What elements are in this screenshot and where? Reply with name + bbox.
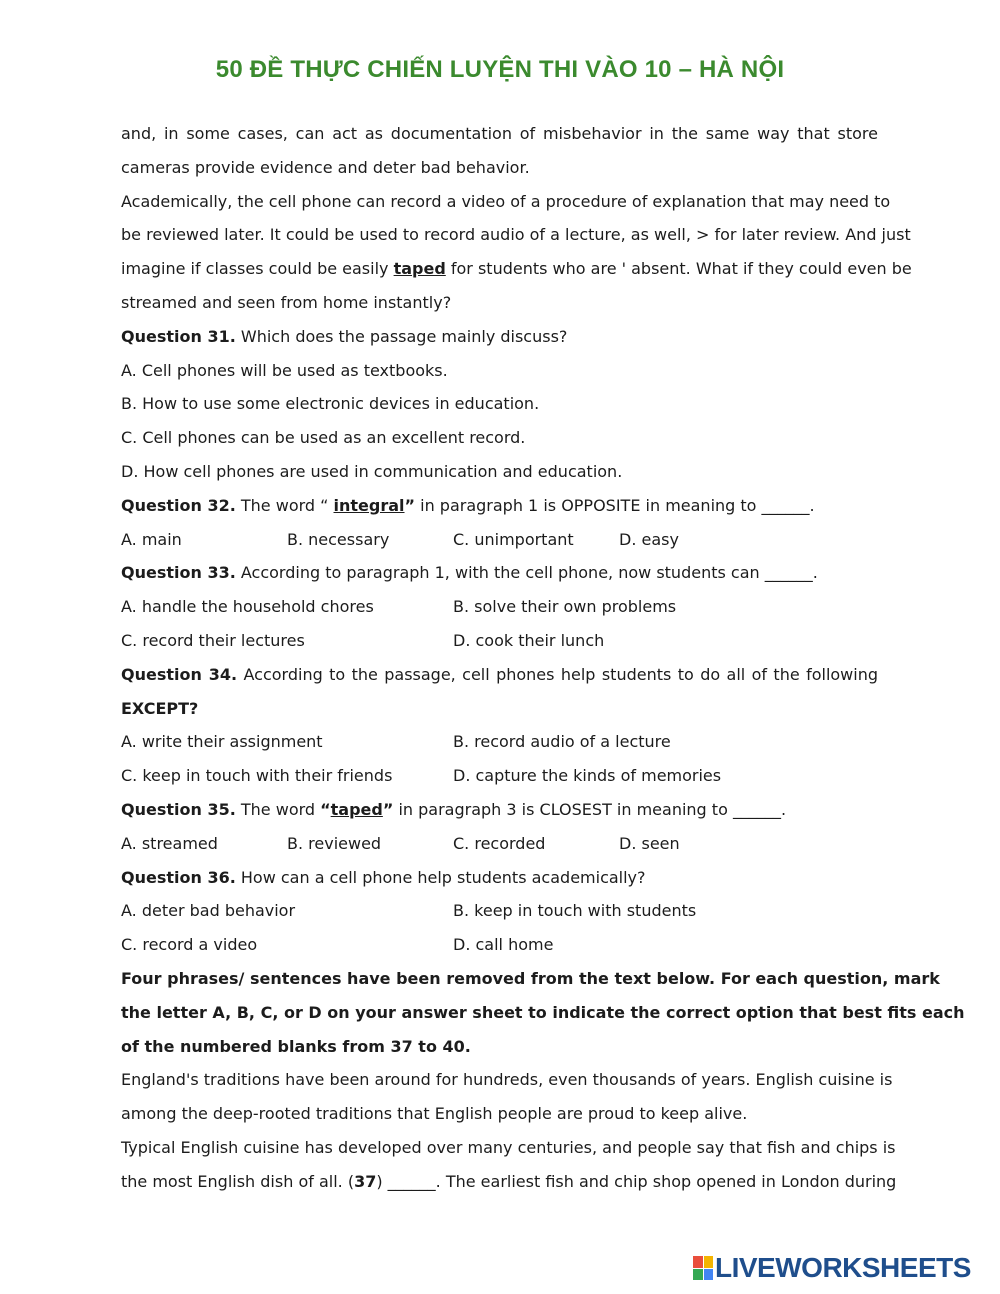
question-34 <box>121 658 878 692</box>
question-label: Question 31. <box>121 326 236 346</box>
q34-option-c[interactable]: C. keep in touch with their friends <box>121 766 393 786</box>
q33-option-d[interactable]: D. cook their lunch <box>453 630 605 650</box>
quote-mark: “ <box>320 799 331 819</box>
question-text: According to the passage, cell phones help students to do all of the following <box>237 664 879 684</box>
q32-option-b[interactable]: B. necessary <box>287 529 390 549</box>
passage-line: and, in some cases, can act as documentation of misbehavior in the same way that store <box>121 124 878 143</box>
q32-options <box>121 523 878 557</box>
question-34-except: EXCEPT? <box>121 698 199 718</box>
question-36 <box>121 861 878 895</box>
instructions-line: Four phrases/ sentences have been removed from the text below. For each question, mark <box>121 968 940 988</box>
q31-option-d[interactable]: D. How cell phones are used in communication and education. <box>121 461 623 481</box>
question-label: Question 33. <box>121 563 236 583</box>
question-label: Question 32. <box>121 495 236 515</box>
q33-option-b[interactable]: B. solve their own problems <box>453 597 677 617</box>
instructions-line: of the numbered blanks from 37 to 40. <box>121 1036 471 1056</box>
document-body <box>121 117 965 1199</box>
passage-line: streamed and seen from home instantly? <box>121 292 452 312</box>
q36-options-row1 <box>121 894 878 928</box>
passage-text: for students who are ' absent. What if they could even be <box>445 259 912 279</box>
highlighted-word-taped: taped <box>330 799 383 819</box>
q31-option-b[interactable]: B. How to use some electronic devices in education. <box>121 394 540 414</box>
question-text: in paragraph 3 is CLOSEST in meaning to ______. <box>393 799 787 819</box>
q33-option-a[interactable]: A. handle the household chores <box>121 597 374 617</box>
q31-option-a[interactable]: A. Cell phones will be used as textbooks. <box>121 360 448 380</box>
q36-option-b[interactable]: B. keep in touch with students <box>453 901 697 921</box>
passage-text: ) ______. The earliest fish and chip shop opened in London during <box>376 1171 897 1191</box>
passage-line <box>121 1165 897 1199</box>
q34-option-d[interactable]: D. capture the kinds of memories <box>453 766 722 786</box>
q35-option-d[interactable]: D. seen <box>619 833 680 853</box>
passage-line <box>121 252 912 286</box>
q35-options <box>121 827 878 861</box>
q33-options-row2 <box>121 624 878 658</box>
blank-number-37: 37 <box>354 1171 377 1191</box>
q33-option-c[interactable]: C. record their lectures <box>121 630 305 650</box>
instructions-line: the letter A, B, C, or D on your answer sheet to indicate the correct option that best fits each <box>121 1002 965 1022</box>
q36-option-c[interactable]: C. record a video <box>121 935 258 955</box>
q31-option-c[interactable]: C. Cell phones can be used as an excellent record. <box>121 428 526 448</box>
passage-line: among the deep-rooted traditions that English people are proud to keep alive. <box>121 1104 748 1124</box>
logo-text: LIVEWORKSHEETS <box>715 1252 971 1283</box>
q34-options-row2 <box>121 759 878 793</box>
question-text: in paragraph 1 is OPPOSITE in meaning to ______. <box>415 495 815 515</box>
q35-option-c[interactable]: C. recorded <box>453 833 546 853</box>
passage-text: imagine if classes could be easily <box>121 259 394 279</box>
question-text: The word “ <box>235 495 334 515</box>
question-label: Question 36. <box>121 867 236 887</box>
question-label: Question 35. <box>121 799 236 819</box>
highlighted-word-integral: integral <box>333 495 405 515</box>
q36-options-row2 <box>121 928 878 962</box>
liveworksheets-logo <box>693 1253 971 1283</box>
question-33 <box>121 556 878 590</box>
highlighted-word-taped: taped <box>393 259 446 279</box>
question-text: How can a cell phone help students academically? <box>235 867 646 887</box>
page-title: 50 ĐỀ THỰC CHIẾN LUYỆN THI VÀO 10 – HÀ NỘI <box>215 56 785 83</box>
q35-option-b[interactable]: B. reviewed <box>287 833 382 853</box>
logo-icon <box>693 1256 713 1280</box>
passage-text: the most English dish of all. ( <box>121 1171 355 1191</box>
passage-line: cameras provide evidence and deter bad behavior. <box>121 157 530 177</box>
q32-option-c[interactable]: C. unimportant <box>453 529 574 549</box>
q34-options-row1 <box>121 725 878 759</box>
q34-option-a[interactable]: A. write their assignment <box>121 732 323 752</box>
q32-option-a[interactable]: A. main <box>121 529 182 549</box>
question-32 <box>121 489 878 523</box>
q33-options-row1 <box>121 590 878 624</box>
question-label: Question 34. <box>121 664 238 684</box>
passage-line: be reviewed later. It could be used to record audio of a lecture, as well, > for later review. And just <box>121 225 911 245</box>
q36-option-d[interactable]: D. call home <box>453 935 554 955</box>
question-text: According to paragraph 1, with the cell phone, now students can ______. <box>235 563 818 583</box>
q36-option-a[interactable]: A. deter bad behavior <box>121 901 296 921</box>
quote-mark: ” <box>404 495 416 515</box>
question-31 <box>121 320 878 354</box>
q34-option-b[interactable]: B. record audio of a lecture <box>453 732 671 752</box>
quote-mark: ” <box>382 799 394 819</box>
q32-option-d[interactable]: D. easy <box>619 529 679 549</box>
question-text: The word <box>235 799 321 819</box>
question-35 <box>121 793 878 827</box>
passage-line: Academically, the cell phone can record a video of a procedure of explanation that may need to <box>121 191 891 211</box>
passage-line: England's traditions have been around for hundreds, even thousands of years. English cuisine is <box>121 1070 893 1090</box>
question-text: Which does the passage mainly discuss? <box>235 326 568 346</box>
passage-line: Typical English cuisine has developed over many centuries, and people say that fish and chips is <box>121 1137 896 1157</box>
q35-option-a[interactable]: A. streamed <box>121 833 218 853</box>
